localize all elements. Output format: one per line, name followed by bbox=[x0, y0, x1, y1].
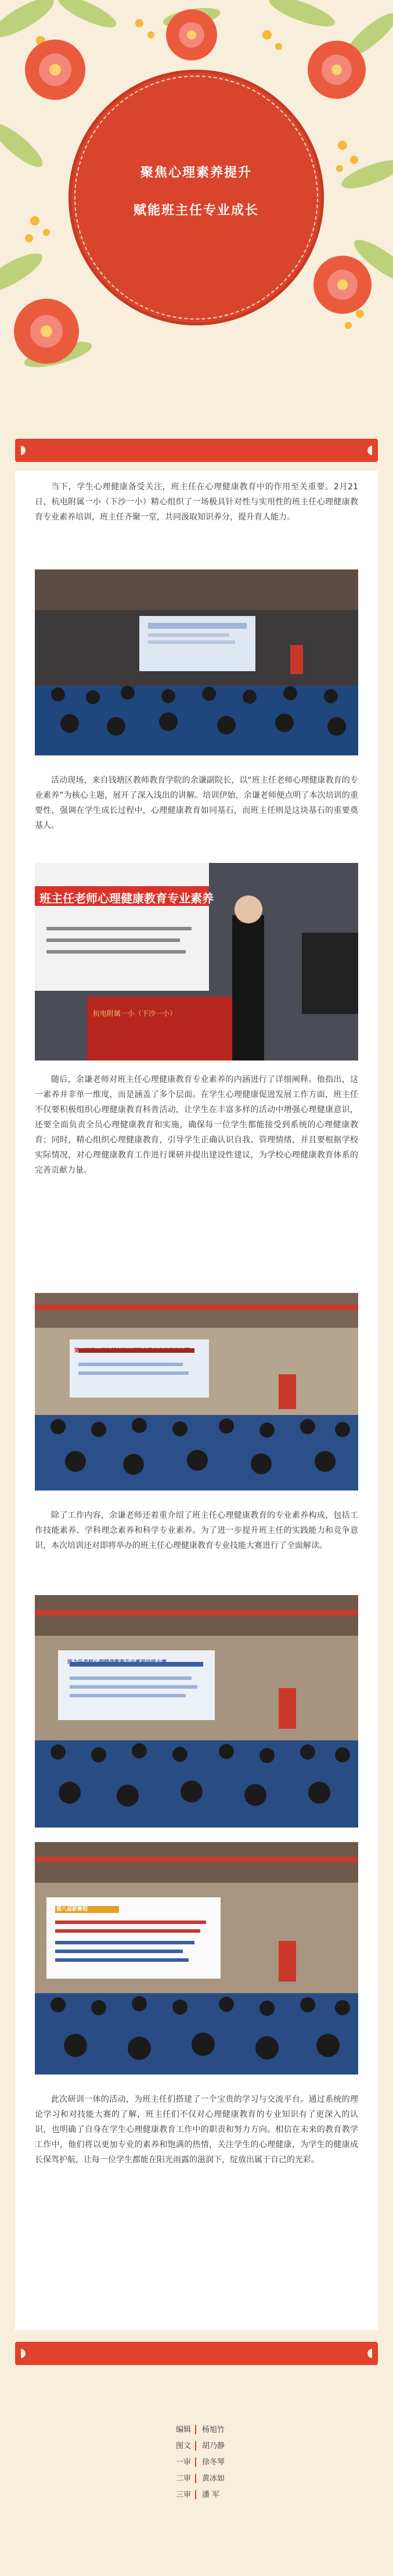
credit-value: 杨旭竹 bbox=[202, 2425, 225, 2434]
paragraph-composition: 除了工作内容，余谦老师还着重介绍了班主任心理健康教育的专业素养构成，包括工作技能素养、学科理念素养和科学专业素养。为了进一步提升班主任的实践能力和竞争意识，本次培训还对即将举办的班主任心理健康教育专业技能大赛进行了全面解读。 bbox=[35, 1511, 358, 1550]
credit-value: 胡乃静 bbox=[202, 2442, 225, 2450]
photo-lecture-hall-1 bbox=[35, 569, 358, 755]
hero-banner bbox=[0, 0, 393, 407]
photo-lecture-hall-2 bbox=[35, 1293, 358, 1491]
section-top-bar bbox=[15, 439, 378, 462]
credit-row bbox=[0, 2456, 393, 2472]
title-circle bbox=[68, 70, 324, 325]
credit-row bbox=[0, 2488, 393, 2505]
photo-speaker bbox=[35, 863, 358, 1061]
credit-value: 徐冬琴 bbox=[202, 2458, 225, 2467]
paragraph-intro: 当下，学生心理健康备受关注，班主任在心理健康教育中的作用至关重要。2月21日，杭电附属一小（下沙一小）精心组织了一场极具针对性与实用性的班主任心理健康教育专业素养培训，班主任齐聚一堂，共同汲取知识养分，提升育人能力。 bbox=[35, 482, 358, 522]
credit-row bbox=[0, 2472, 393, 2488]
paragraph-speaker: 活动现场，来自钱塘区教师教育学院的余谦副院长，以“班主任老师心理健康教育的专业素养”为核心主题，展开了深入浅出的讲解。培训伊始，余谦老师便点明了本次培训的重要性，强调在学生成长过程中，心理健康教育如同基石，而班主任则是这块基石的重要奠基人。 bbox=[35, 776, 358, 830]
slide-heading-1: 第一部分：班主任老师心理健康教育专业素养内涵 bbox=[74, 1348, 190, 1354]
credit-row bbox=[0, 2423, 393, 2439]
page-title: 聚焦心理素养提升 bbox=[140, 166, 252, 180]
credit-label: 三审 bbox=[175, 2491, 191, 2499]
credit-label: 图文 bbox=[175, 2442, 191, 2450]
credit-value: 潘 军 bbox=[202, 2491, 220, 2499]
slide-heading-3: 第八届新赛程 bbox=[56, 1907, 88, 1912]
credit-label: 二审 bbox=[175, 2474, 191, 2483]
credit-label: 一审 bbox=[175, 2458, 191, 2467]
paragraph-conclusion: 此次研训一体的活动，为班主任们搭建了一个宝贵的学习与交流平台。通过系统的理论学习和对技能大赛的了解，班主任们不仅对心理健康教育的专业知识有了更深入的认识，也明确了自身在学生心理健康教育工作中的职责和努力方向。相信在未来的教育教学工作中，他们将以更加专业的素养和饱满的热情，关注学生的心理健康，为学生的健康成长保驾护航，让每一位学生都能在阳光雨露的滋润下，绽放出属于自己的光彩。 bbox=[35, 2095, 358, 2165]
paragraph-connotation: 随后，余谦老师对班主任心理健康教育专业素养的内涵进行了详细阐释。他指出，这一素养并非单一维度，而是涵盖了多个层面。在学生心理健康促进发展工作方面，班主任不仅要积极组织心理健康教育科普活动，让学生在丰富多样的活动中增强心理健康意识，还要全面负责全员心理健康教育和实施，确保每一位学生都能接受到系统的心理健康教育；同时，精心组织心理健康教育，引导学生正确认识自我、管理情绪，并且要根据学校实际情况，对心理健康教育工作进行课研并提出建设性建议，为学校心理健康教育体系的完善贡献力量。 bbox=[35, 1075, 358, 1175]
section-bottom-bar bbox=[15, 2342, 378, 2365]
slide-title: 班主任老师心理健康教育专业素养 bbox=[39, 891, 214, 905]
credit-label: 编辑 bbox=[175, 2425, 191, 2434]
credit-row bbox=[0, 2439, 393, 2456]
page-subtitle: 赋能班主任专业成长 bbox=[133, 203, 259, 218]
photo-lecture-hall-3 bbox=[35, 1595, 358, 1828]
credit-value: 黄冰如 bbox=[202, 2474, 225, 2483]
slide-heading-2: 班主任老师心理健康教育专业素养技能大赛 bbox=[67, 1660, 167, 1665]
photo-lecture-hall-4 bbox=[35, 1842, 358, 2075]
podium-banner: 杭电附属一小（下沙一小） bbox=[93, 1009, 177, 1017]
